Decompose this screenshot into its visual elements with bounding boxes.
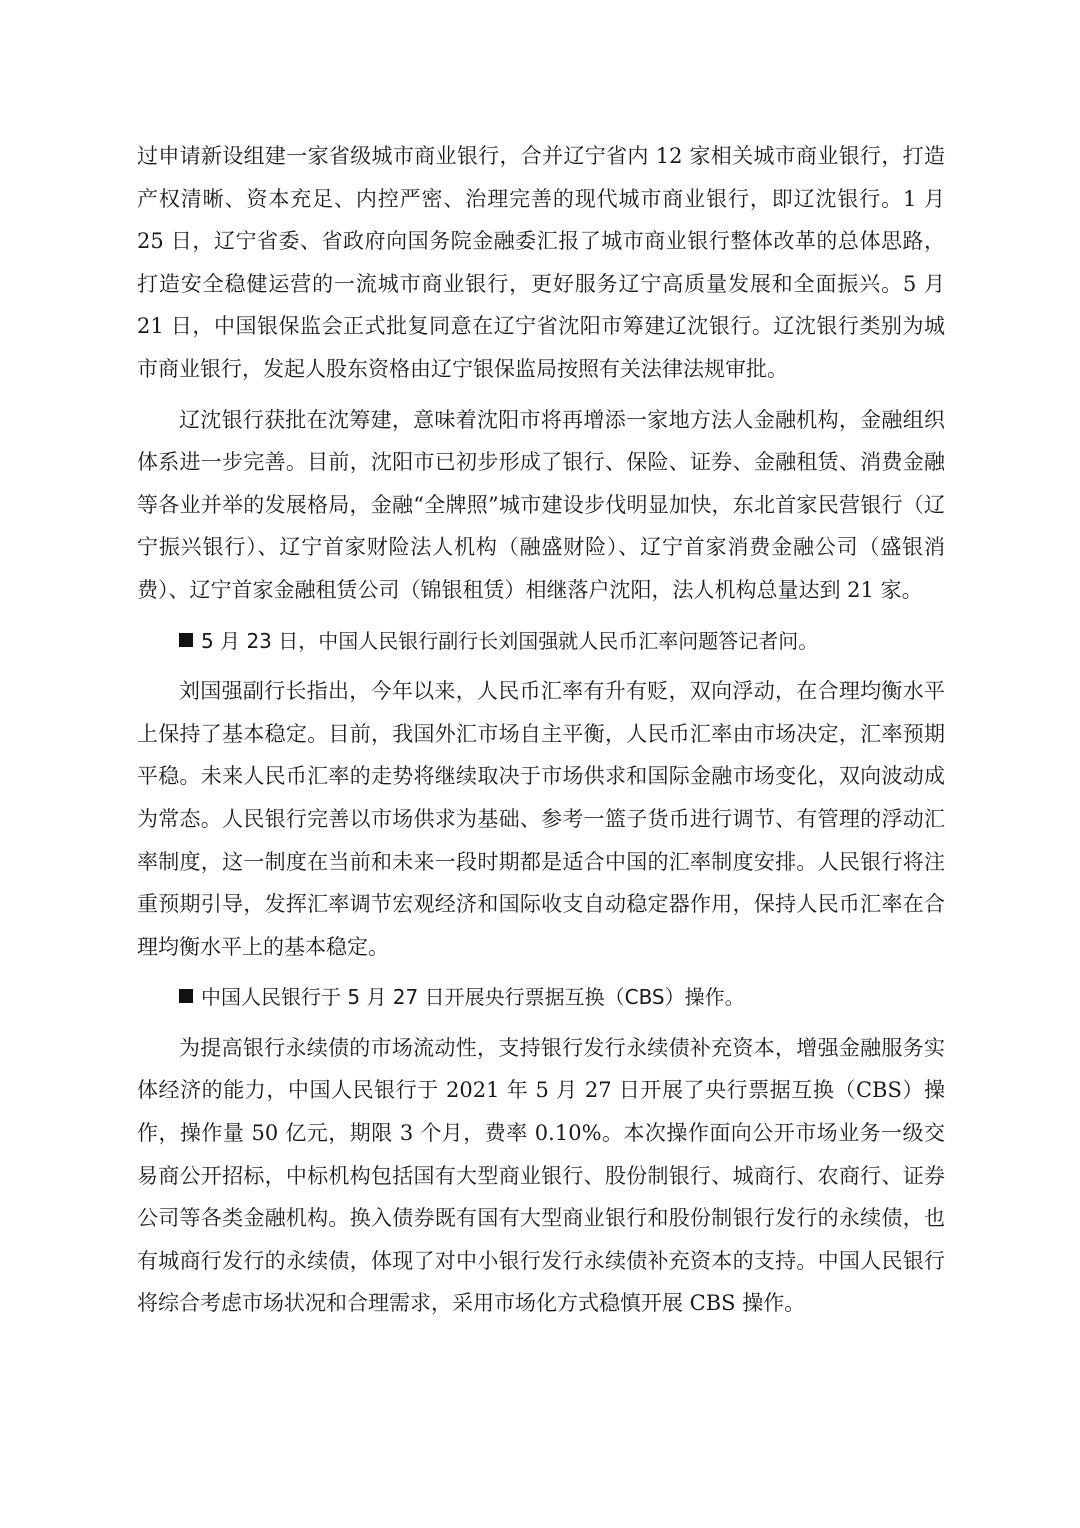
square-bullet-icon [179,633,193,647]
paragraph-rmb-exchange-rate: 刘国强副行长指出，今年以来，人民币汇率有升有贬，双向浮动，在合理均衡水平上保持了基本稳定。目前，我国外汇市场自主平衡，人民币汇率由市场决定，汇率预期平稳。未来人民币汇率的走势将继续取决于市场供求和国际金融市场变化，双向波动成为常态。人民银行完善以市场供求为基础、参考一篮子货币进行调节、有管理的浮动汇率制度，这一制度在当前和未来一段时期都是适合中国的汇率制度安排。人民银行将注重预期引导，发挥汇率调节宏观经济和国际收支自动稳定器作用，保持人民币汇率在合理均衡水平上的基本稳定。 [137,679,945,959]
square-bullet-icon [179,989,193,1003]
paragraph-gap [137,612,945,620]
paragraph-liaoshen-bank-approval: 辽沈银行获批在沈筹建，意味着沈阳市将再增添一家地方法人金融机构，金融组织体系进一步完善。目前，沈阳市已初步形成了银行、保险、证券、金融租赁、消费金融等各业并举的发展格局，金融“全牌照”城市建设步伐明显加快，东北首家民营银行（辽宁振兴银行）、辽宁首家财险法人机构（融盛财险）、辽宁首家消费金融公司（盛银消费）、辽宁首家金融租赁公司（锦银租赁）相继落户沈阳，法人机构总量达到 21 家。 [137,407,945,602]
bullet-heading-cbs-operation [137,976,945,1019]
paragraph-cbs-operation: 为提高银行永续债的市场流动性，支持银行发行永续债补充资本，增强金融服务实体经济的能力，中国人民银行于 2021 年 5 月 27 日开展了央行票据互换（CBS）操作，操作量 50 亿元，期限 3 个月，费率 0.10%。本次操作面向公开市场业务一级交易商公开招标，中标机构包括国有大型商业银行、股份制银行、城商行、农商行、证券公司等各类金融机构。换入债券既有国有大型商业银行和股份制银行发行的永续债，也有城商行发行的永续债，体现了对中小银行发行永续债补充资本的支持。中国人民银行将综合考虑市场状况和合理需求，采用市场化方式稳慎开展 CBS 操作。 [137,1035,945,1316]
paragraph-gap [137,1019,945,1027]
bullet-heading-text: 中国人民银行于 5 月 27 日开展央行票据互换（CBS）操作。 [201,985,745,1010]
paragraph-gap [137,391,945,399]
paragraph-gap [137,662,945,670]
paragraph-gap [137,968,945,976]
bullet-heading-rmb-exchange-rate [137,620,945,663]
bullet-heading-text: 5 月 23 日，中国人民银行副行长刘国强就人民币汇率问题答记者问。 [201,628,819,653]
document-body [137,135,945,1325]
paragraph-liaoshen-bank-establishment: 过申请新设组建一家省级城市商业银行，合并辽宁省内 12 家相关城市商业银行，打造产权清晰、资本充足、内控严密、治理完善的现代城市商业银行，即辽沈银行。1 月 25 日，辽宁省委、省政府向国务院金融委汇报了城市商业银行整体改革的总体思路，打造安全稳健运营的一流城市商业银行，更好服务辽宁高质量发展和全面振兴。5 月 21 日，中国银保监会正式批复同意在辽宁省沈阳市筹建辽沈银行。辽沈银行类别为城市商业银行，发起人股东资格由辽宁银保监局按照有关法律法规审批。 [137,144,945,381]
